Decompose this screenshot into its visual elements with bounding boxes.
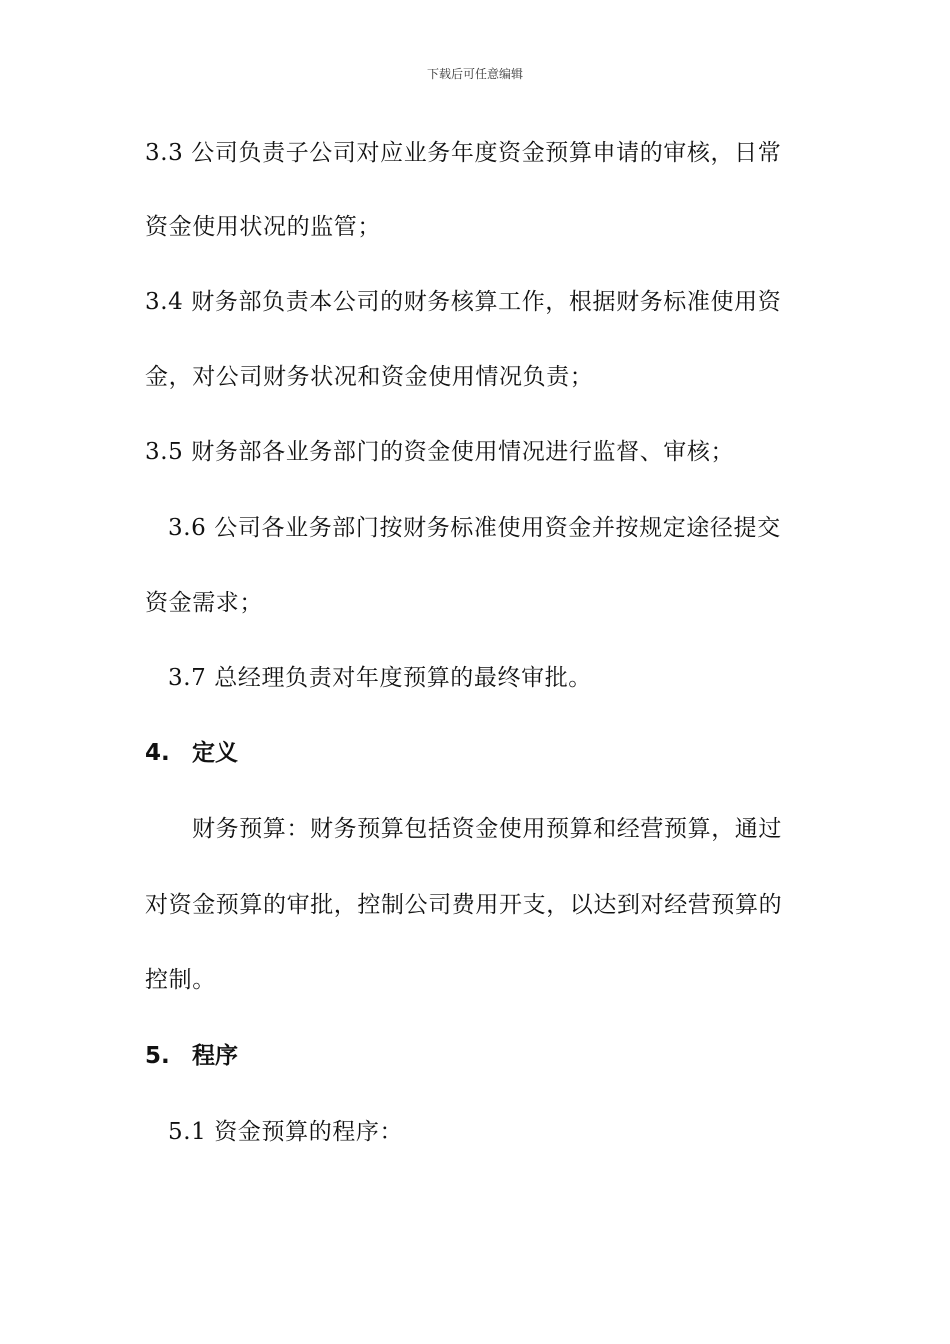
paragraph-line: 财务预算：财务预算包括资金使用预算和经营预算，通过: [192, 816, 782, 842]
paragraph-line: 3.7 总经理负责对年度预算的最终审批。: [168, 665, 592, 691]
paragraph-line: 资金使用状况的监管；: [145, 214, 381, 240]
paragraph-line: 3.4 财务部负责本公司的财务核算工作，根据财务标准使用资: [145, 289, 782, 315]
section-heading-definition: [145, 738, 238, 768]
section-title: 程序: [192, 1043, 238, 1069]
paragraph-line: 对资金预算的审批，控制公司费用开支，以达到对经营预算的: [145, 892, 783, 918]
section-title: 定义: [192, 740, 238, 766]
section-number: 4.: [145, 740, 170, 766]
paragraph-line: 资金需求；: [145, 590, 263, 616]
paragraph-line: 5.1 资金预算的程序：: [168, 1119, 404, 1145]
paragraph-line: 3.3 公司负责子公司对应业务年度资金预算申请的审核，日常: [145, 140, 782, 166]
section-heading-procedure: [145, 1041, 238, 1071]
paragraph-line: 控制。: [145, 967, 216, 993]
page-header: 下载后可任意编辑: [426, 67, 523, 81]
paragraph-line: 3.6 公司各业务部门按财务标准使用资金并按规定途径提交: [168, 515, 781, 541]
section-number: 5.: [145, 1043, 170, 1069]
paragraph-line: 3.5 财务部各业务部门的资金使用情况进行监督、审核；: [145, 439, 735, 465]
paragraph-line: 金，对公司财务状况和资金使用情况负责；: [145, 364, 594, 390]
